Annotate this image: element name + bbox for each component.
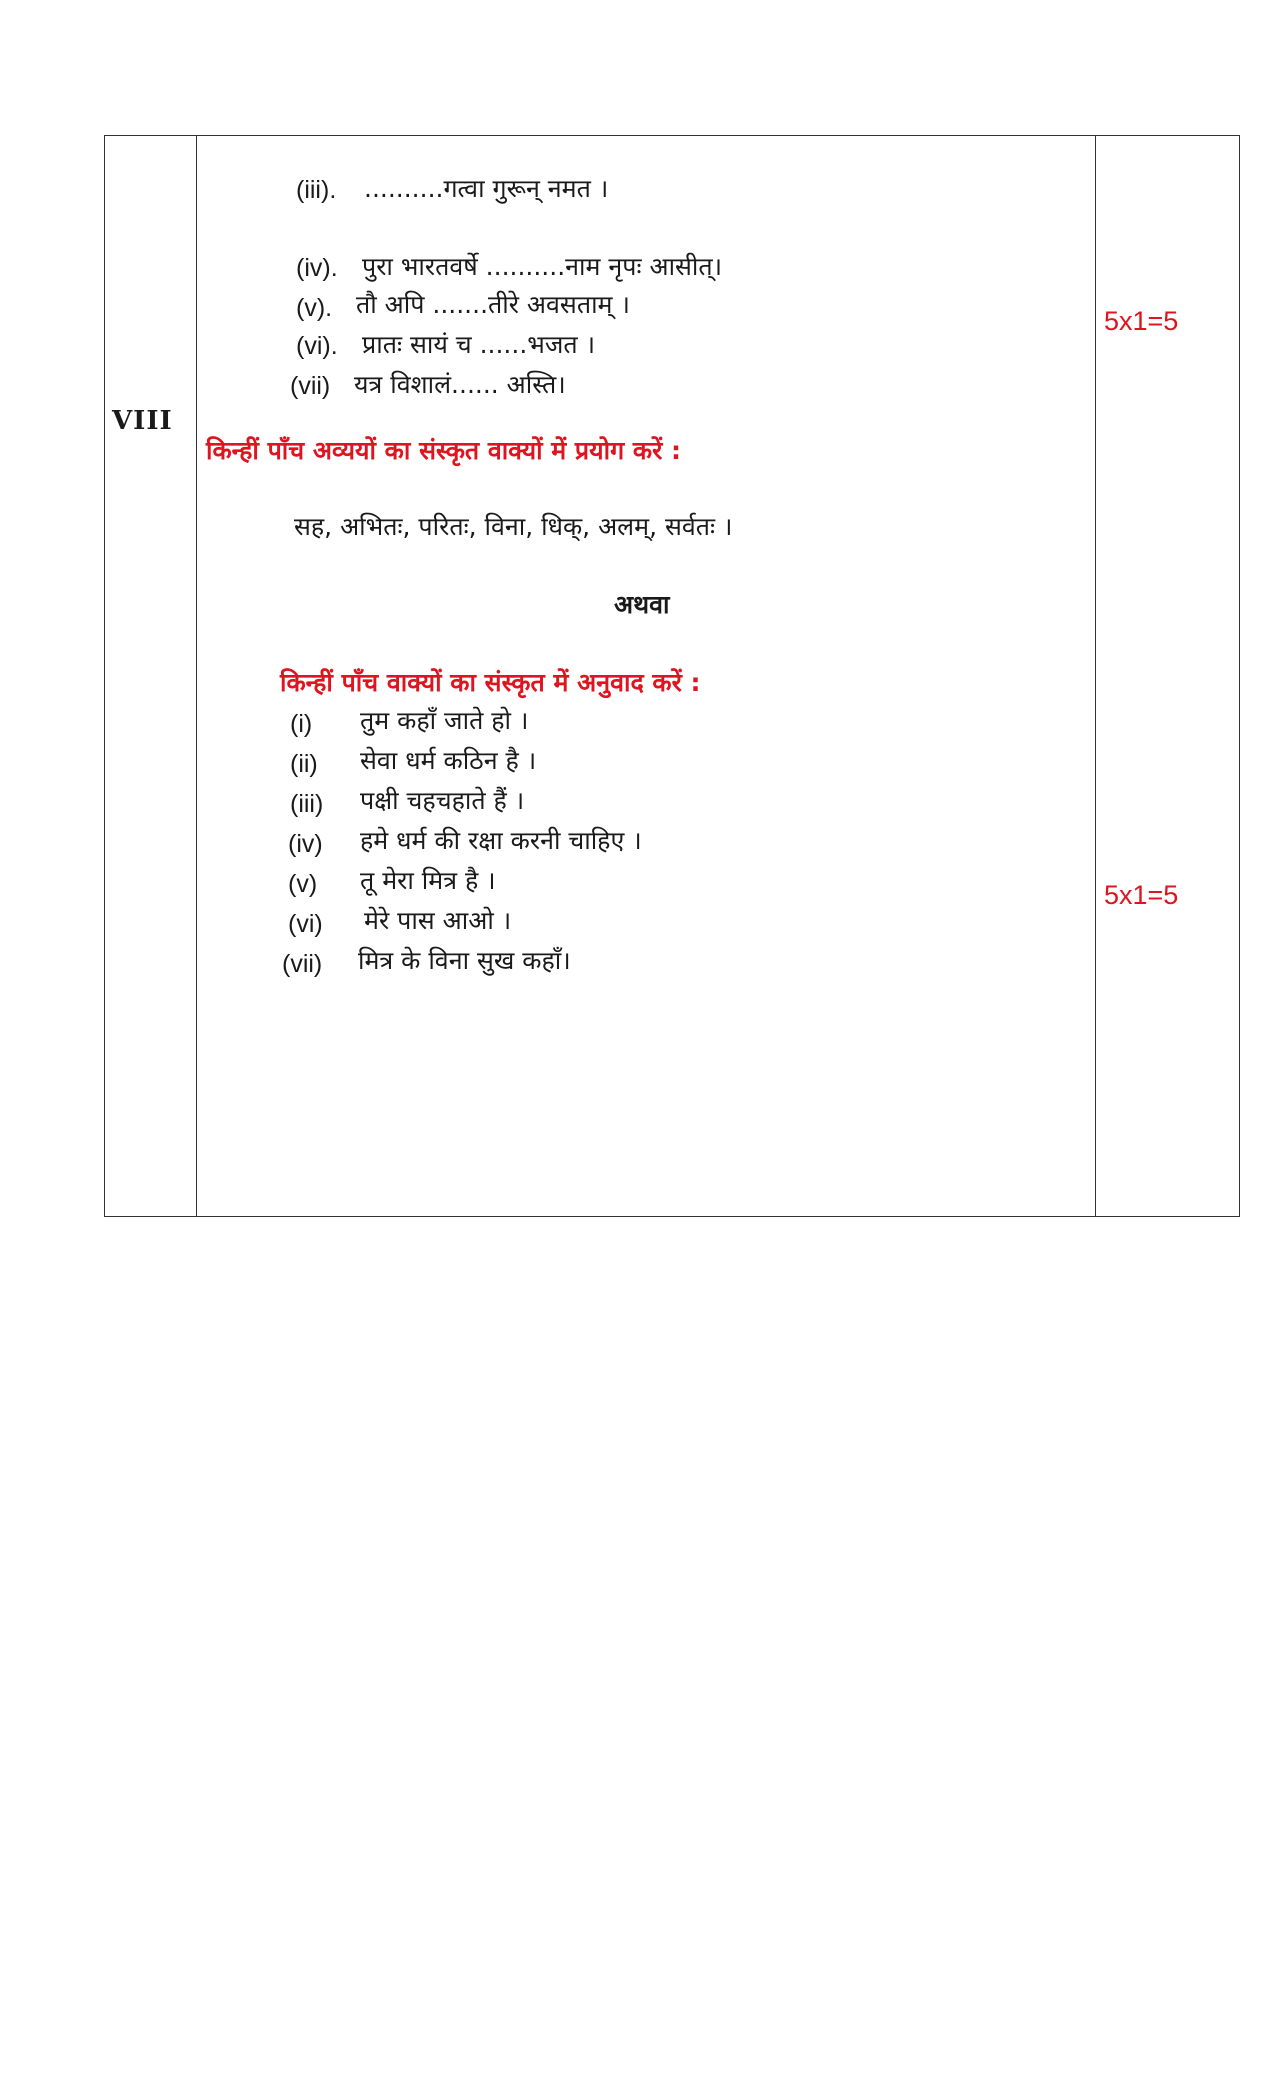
item-text: मित्र के विना सुख कहाँ। — [358, 946, 571, 975]
item-label: (vii) — [290, 372, 331, 400]
column-divider — [196, 136, 197, 1216]
item-label: (v). — [296, 294, 333, 322]
item-text: पक्षी चहचहाते हैं । — [360, 786, 525, 815]
item-text: प्रातः सायं च ......भजत । — [362, 330, 596, 359]
item-label: (iii). — [296, 176, 337, 204]
item-text: ..........गत्वा गुरून् नमत । — [364, 174, 609, 203]
item-label: (iii) — [290, 790, 324, 818]
item-label: (iv). — [296, 254, 338, 282]
avyaya-word-list: सह, अभितः, परितः, विना, धिक्, अलम्, सर्वतः । — [294, 512, 733, 541]
or-divider-text: अथवा — [614, 590, 670, 619]
item-text: तुम कहाँ जाते हो । — [360, 706, 529, 735]
item-label: (ii) — [290, 750, 318, 778]
item-label: (i) — [290, 710, 313, 738]
item-text: मेरे पास आओ । — [364, 906, 512, 935]
item-text: यत्र विशालं...... अस्ति। — [354, 370, 566, 399]
item-text: पुरा भारतवर्षे ..........नाम नृपः आसीत्। — [362, 252, 723, 281]
item-text: तौ अपि .......तीरे अवसताम् । — [356, 290, 630, 319]
question-number: VIII — [112, 406, 173, 436]
marks-label: 5x1=5 — [1104, 306, 1179, 336]
item-label: (iv) — [288, 830, 323, 858]
item-text: तू मेरा मित्र है । — [360, 866, 496, 895]
item-label: (vi) — [288, 910, 323, 938]
section-heading: किन्हीं पाँच वाक्यों का संस्कृत में अनुवाद करें : — [280, 668, 701, 697]
column-divider — [1095, 136, 1096, 1216]
item-label: (vii) — [282, 950, 323, 978]
item-label: (vi). — [296, 332, 338, 360]
marks-label: 5x1=5 — [1104, 880, 1179, 910]
item-label: (v) — [288, 870, 318, 898]
item-text: सेवा धर्म कठिन है । — [360, 746, 537, 775]
item-text: हमे धर्म की रक्षा करनी चाहिए । — [360, 826, 642, 855]
section-heading: किन्हीं पाँच अव्ययों का संस्कृत वाक्यों में प्रयोग करें : — [206, 436, 682, 465]
